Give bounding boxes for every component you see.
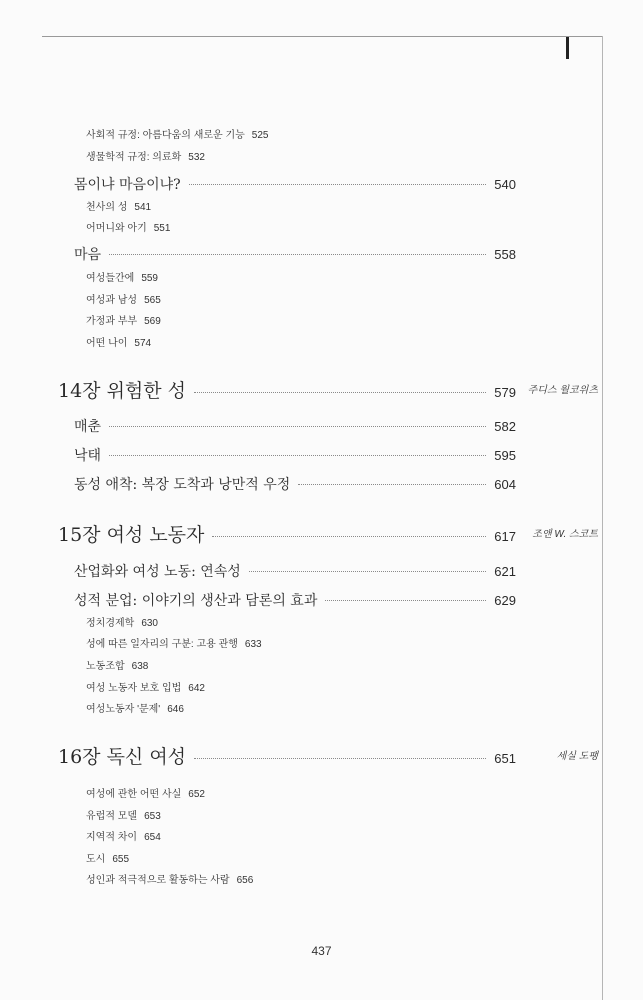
toc-subentry: 성에 따른 일자리의 구분: 고용 관행 633 bbox=[86, 639, 262, 650]
chapter-author: 주디스 월코위츠 bbox=[527, 385, 598, 396]
toc-section-entry: 산업화와 여성 노동: 연속성 621 bbox=[74, 564, 516, 580]
toc-subentry: 유럽적 모델 653 bbox=[86, 811, 161, 822]
toc-subentry: 여성에 관한 어떤 사실 652 bbox=[86, 789, 205, 800]
toc-section-entry: 매춘 582 bbox=[74, 419, 516, 435]
toc-subentry: 어떤 나이 574 bbox=[86, 338, 152, 349]
toc-section-entry: 마음 558 bbox=[74, 247, 516, 263]
toc-subentry: 여성노동자 '문제' 646 bbox=[86, 704, 184, 715]
toc-subentry: 지역적 차이 654 bbox=[86, 832, 161, 843]
toc-chapter-entry: 14장 위험한 성 579 bbox=[58, 380, 516, 402]
toc-section-entry: 성적 분업: 이야기의 생산과 담론의 효과 629 bbox=[74, 593, 516, 609]
toc-subentry: 가정과 부부 569 bbox=[86, 316, 161, 327]
toc-chapter-entry: 16장 독신 여성 651 bbox=[58, 746, 516, 768]
toc-section-entry: 동성 애착: 복장 도착과 낭만적 우정 604 bbox=[74, 477, 516, 493]
right-margin-rule bbox=[602, 36, 603, 1000]
toc-subentry: 사회적 규정: 아름다움의 새로운 기능 525 bbox=[86, 130, 269, 141]
chapter-marker bbox=[566, 37, 569, 59]
toc-subentry: 여성 노동자 보호 입법 642 bbox=[86, 683, 205, 694]
page-number: 437 bbox=[311, 944, 332, 958]
toc-subentry: 도시 655 bbox=[86, 854, 130, 865]
toc-subentry: 정치경제학 630 bbox=[86, 618, 158, 629]
toc-subentry: 생물학적 규정: 의료화 532 bbox=[86, 152, 205, 163]
chapter-author: 조앤 W. 스코트 bbox=[532, 529, 598, 540]
chapter-author: 세실 도팽 bbox=[556, 751, 598, 762]
toc-subentry: 어머니와 아기 551 bbox=[86, 223, 171, 234]
toc-subentry: 성인과 적극적으로 활동하는 사람 656 bbox=[86, 875, 254, 886]
toc-chapter-entry: 15장 여성 노동자 617 bbox=[58, 524, 516, 546]
toc-subentry: 여성들간에 559 bbox=[86, 273, 158, 284]
toc-section-entry: 몸이냐 마음이냐? 540 bbox=[74, 177, 516, 193]
toc-subentry: 여성과 남성 565 bbox=[86, 295, 161, 306]
top-rule bbox=[42, 36, 602, 37]
toc-section-entry: 낙태 595 bbox=[74, 448, 516, 464]
toc-subentry: 노동조합 638 bbox=[86, 661, 149, 672]
toc-subentry: 천사의 성 541 bbox=[86, 202, 152, 213]
